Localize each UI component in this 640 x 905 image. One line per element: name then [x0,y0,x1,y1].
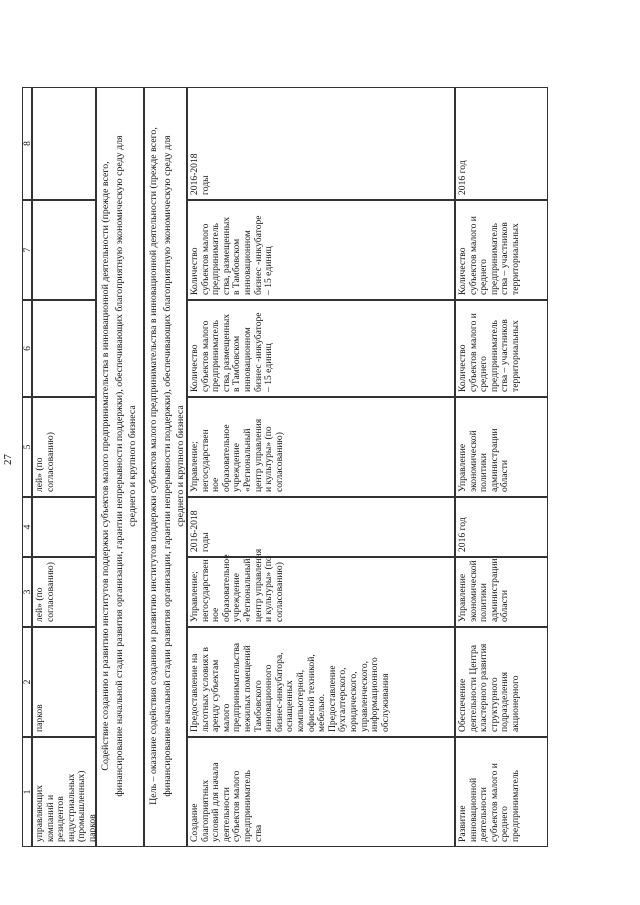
measure-row-innovation-col6-text: Количество субъектов малого и среднего предприниматель ства – участников территориальных [457,313,521,392]
column-number: 8 [22,141,33,146]
measure-row-innovation-col4-text: 2016 год [457,517,468,552]
column-number-cell [22,497,32,557]
measure-row-incubator-col6 [187,300,455,397]
measure-row-incubator-col1-text: Создание благоприятных условий для начала деятельности субъектов малого предприниматель ства [189,762,264,842]
column-number-cell [22,300,32,397]
column-number-cell [22,87,32,200]
measure-row-innovation-col6 [455,300,548,397]
measure-row-innovation-col4 [455,497,548,557]
measure-row-incubator-col4-text: 2016-2018 годы [189,510,211,552]
measure-row-innovation-col1-text: Развитие инновационной деятельности субъектов малого и среднего предприниматель [457,763,521,842]
continuation-row-col4 [32,497,96,557]
measure-row-innovation-col1 [455,737,548,847]
section-goal-2-text: Цель – оказание содействия созданию и развитию институтов поддержки субъектов малого предпринимательства в инновационной деятельности (прежде всего, финансирование начальной стадии развития организации, гарантии непрерывности поддержки), обеспечивающих благоприятную экономическую среду для среднего и крупного бизнеса [148,127,187,805]
measure-row-innovation-col3 [455,557,548,627]
column-number: 2 [22,679,33,685]
column-number-cell [22,627,32,737]
continuation-row-col2 [32,627,96,737]
section-goal-2 [144,87,187,847]
measure-row-innovation-col2-text: Обеспечение деятельности Центра кластерного развития структурного подразделения акционерного [457,643,521,732]
measure-row-incubator-col2-text: Предоставление на льготных условиях в аренду субъектам малого предпринимательства нежилых помещений Тамбовского инновационного бизнес-инкубатора, оснащенных компьютерной, офисной техникой, мебелью. Предоставление бухгалтерского, юридического, управленческого, информационного обслуживания [189,642,391,732]
measure-row-incubator-col7-text: Количество субъектов малого предприниматель ства, размещенных в Тамбовском инновационном бизнес -инкубаторе – 15 единиц [189,215,275,295]
continuation-row-col1-text: управляющих компаний и резидентов индустриальных (промышленных) парков [34,770,98,842]
column-number: 5 [22,444,33,450]
measure-row-incubator-col7 [187,200,455,300]
section-goal-1 [96,87,144,847]
continuation-row-col3-text: лей» (по согласованию) [34,562,56,622]
measure-row-innovation-col3-text: Управление экономической политики администрации области [457,558,511,622]
measure-row-innovation-col7-text: Количество субъектов малого и среднего предприниматель ства – участников территориальных [457,216,521,295]
column-number: 6 [22,346,33,351]
measure-row-incubator-col5-text: Управление; негосударствен ное образовательное учреждение «Региональный центр управления и культуры» (по согласованию) [189,418,285,492]
measure-row-innovation-col5 [455,397,548,497]
continuation-row-col8 [32,87,96,200]
measure-row-innovation-col2 [455,627,548,737]
measure-row-incubator-col4 [187,497,455,557]
continuation-row-col5 [32,397,96,497]
measure-row-incubator-col1 [187,737,455,847]
measure-row-innovation-col7 [455,200,548,300]
column-number: 7 [22,247,33,253]
column-number: 1 [22,789,33,795]
column-number-cell [22,737,32,847]
continuation-row-col3 [32,557,96,627]
column-number: 3 [22,589,33,595]
section-goal-1-text: Содействие созданию и развитию институтов поддержки субъектов малого предпринимательства в инновационной деятельности (прежде всего, финансирование начальной стадии развития организации, гарантии непрерывности поддержки), обеспечивающих благоприятную экономическую среду для среднего и крупного бизнеса [100,135,139,797]
continuation-row-col6 [32,300,96,397]
measure-row-innovation-col8-text: 2016 год [457,160,468,195]
continuation-row-col1 [32,737,96,847]
continuation-row-col7 [32,200,96,300]
column-number-cell [22,200,32,300]
measure-row-incubator-col5 [187,397,455,497]
measure-row-incubator-col8-text: 2016-2018 годы [189,153,211,195]
continuation-row-col5-text: лей» (по согласованию) [34,432,56,492]
column-number-cell [22,397,32,497]
column-number-cell [22,557,32,627]
measure-row-incubator-col3-text: Управление; негосударствен ное образовательное учреждение «Региональный центр управления и культуры» (по согласованию) [189,548,285,622]
column-number: 4 [22,524,33,530]
measure-row-innovation-col5-text: Управление экономической политики администрации области [457,428,511,492]
page-number: 27 [2,454,14,465]
measure-row-incubator-col2 [187,627,455,737]
continuation-row-col2-text: парков [34,704,45,732]
measure-row-incubator-col8 [187,87,455,200]
measure-row-incubator-col3 [187,548,455,627]
measure-row-incubator-col6-text: Количество субъектов малого предприниматель ства, размещенных в Тамбовском инновационном бизнес -инкубаторе – 15 единиц [189,312,275,392]
measure-row-innovation-col8 [455,87,548,200]
